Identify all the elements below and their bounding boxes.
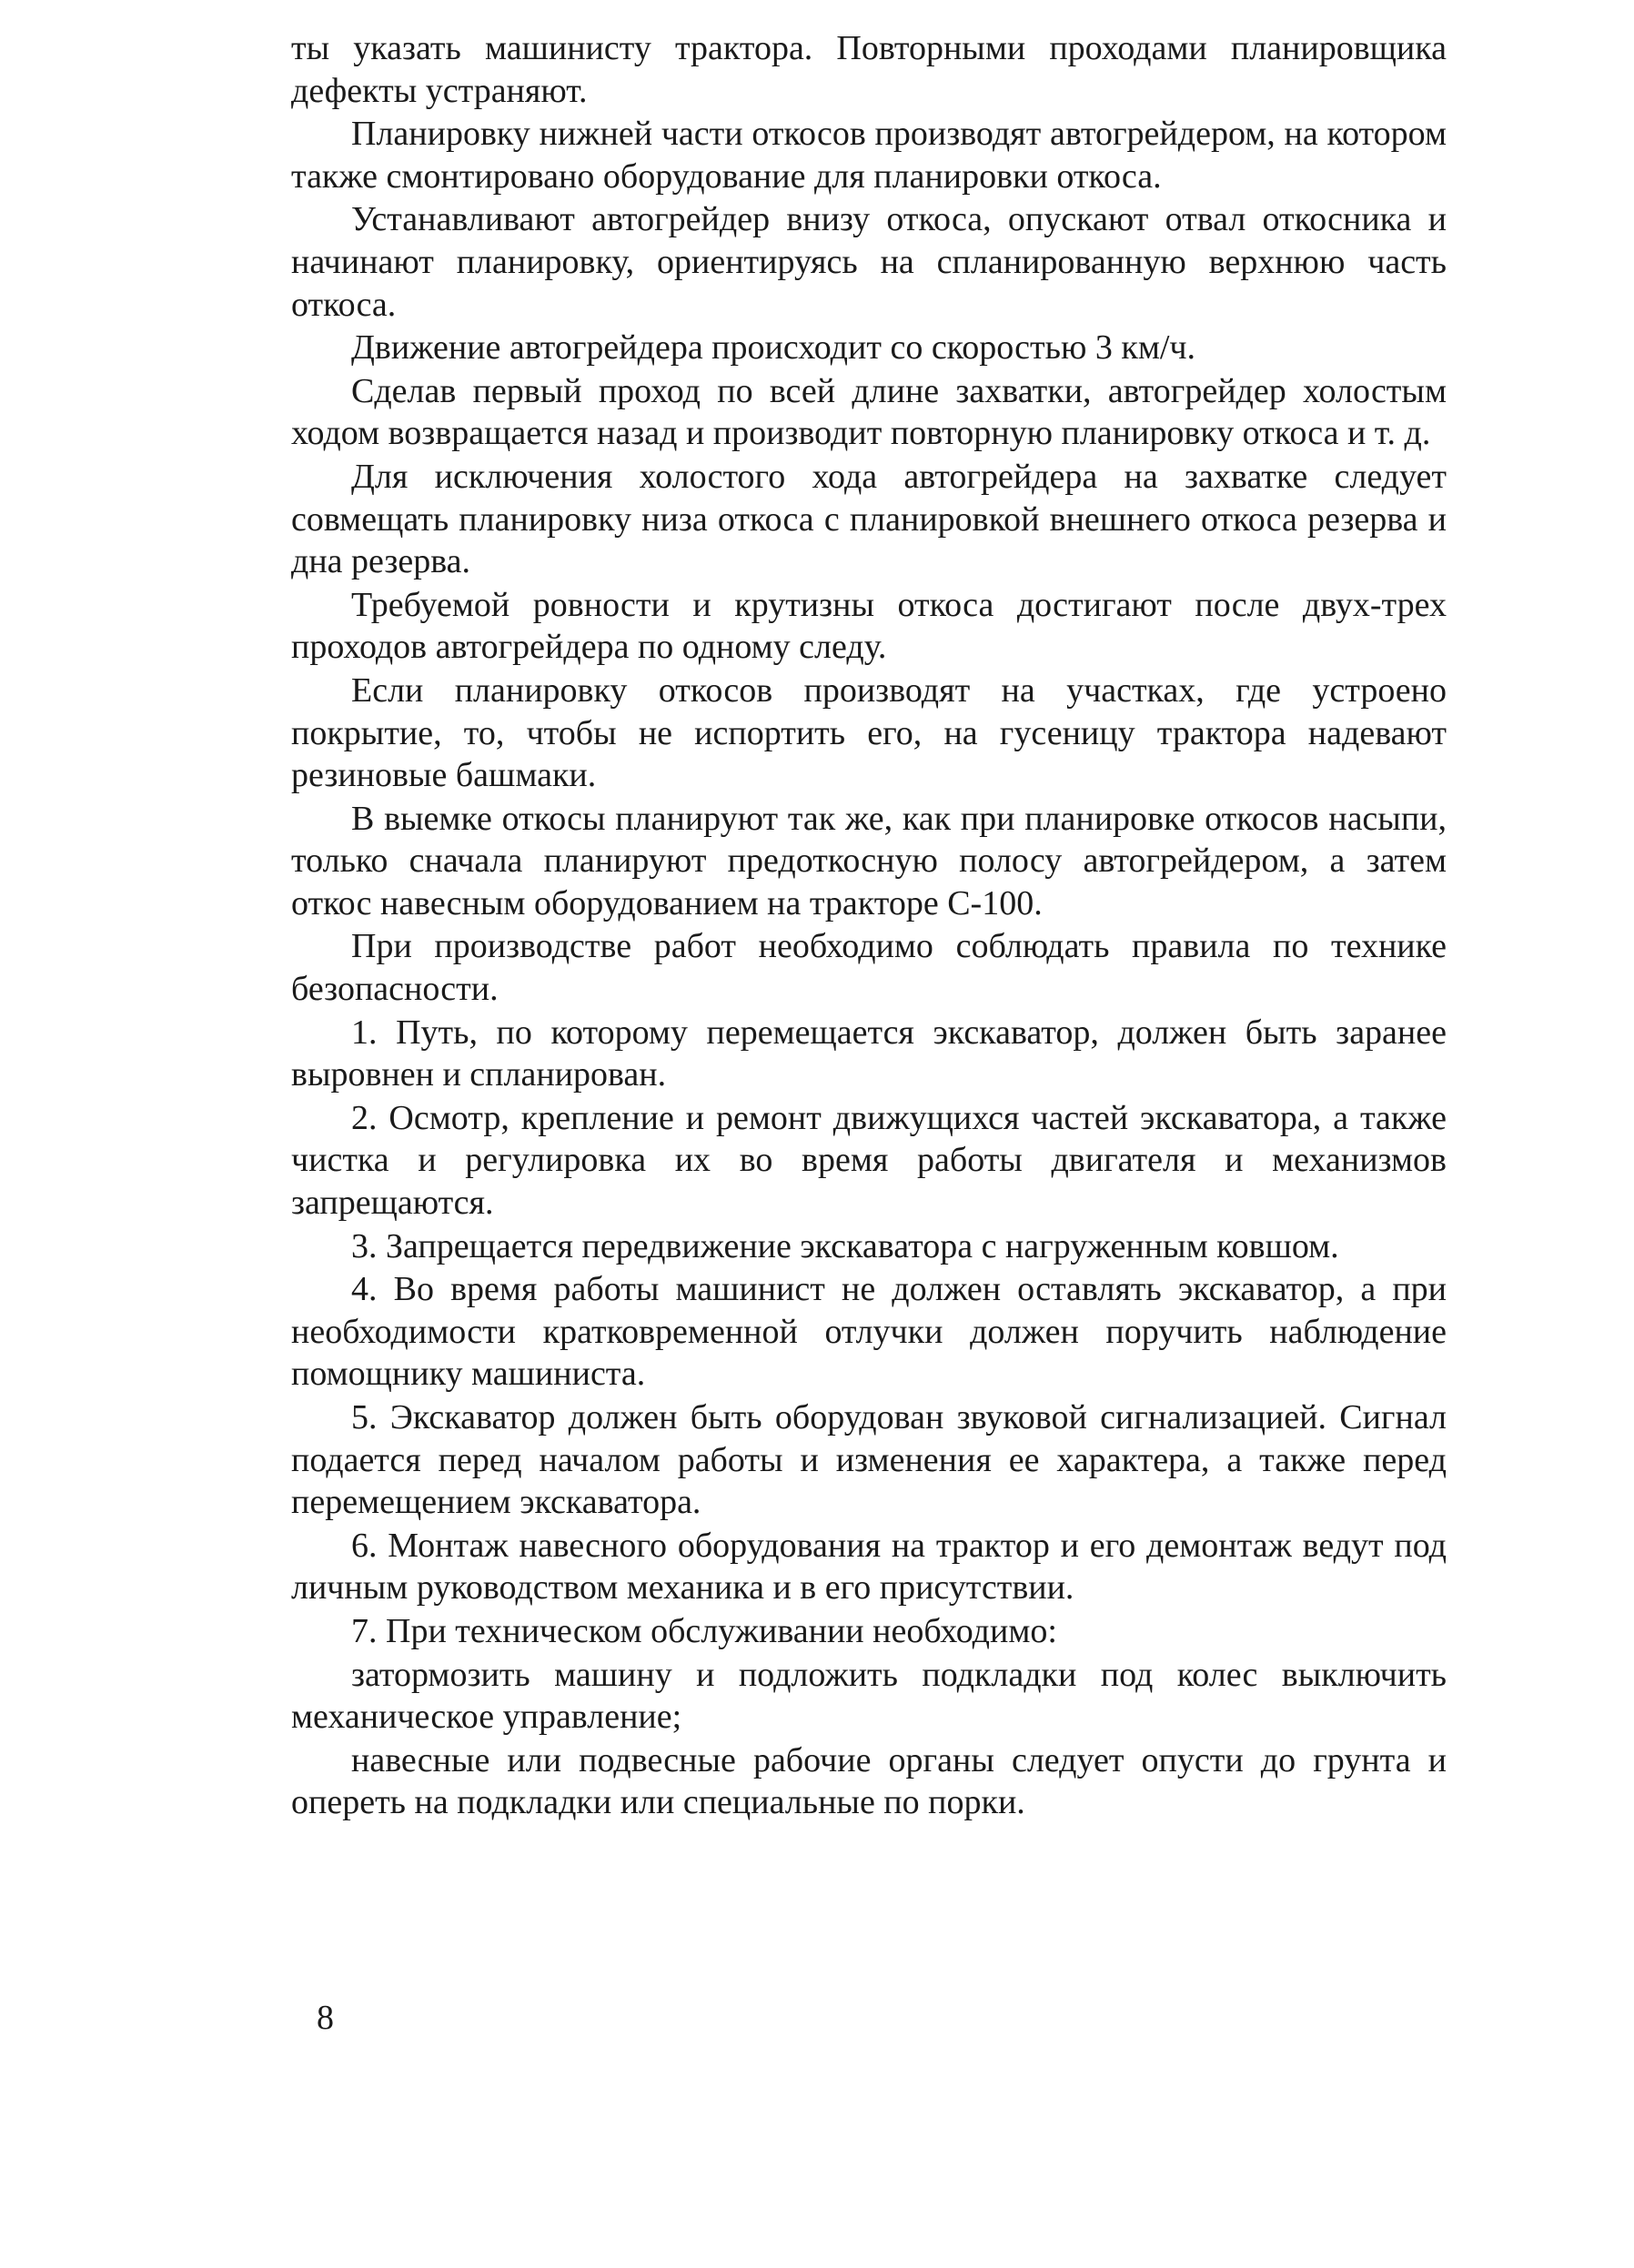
paragraph-excavation-slopes: В выемке откосы планируют так же, как при планировке откосов насыпи, только сначала планируют предоткосную полосу автогрейдером, а затем откос навесным оборудованием на тракторе С-100.	[291, 799, 1447, 922]
paragraph-rubber-shoes: Если планировку откосов производят на участках, где устроено покрытие, то, чтобы не испортить его, на гусеницу трактора надевают резиновые башмаки.	[291, 670, 1447, 795]
paragraph-grader-setup: Устанавливают автогрейдер внизу откоса, опускают отвал откосника и начинают планировку, ориентируясь на спланированную верхнюю часть откоса.	[291, 200, 1447, 324]
paragraph-grader-speed: Движение автогрейдера происходит со скоростью 3 км/ч.	[351, 328, 1196, 368]
safety-rule-5: 5. Экскаватор должен быть оборудован звуковой сигнализацией. Сигнал подается перед началом работы и изменения ее характера, а также перед перемещением экскаватора.	[291, 1398, 1447, 1522]
page-number: 8	[317, 1999, 334, 2037]
safety-rule-7-item-lower: навесные или подвесные рабочие органы следует опусти до грунта и опереть на подкладки или специальные по порки.	[291, 1740, 1447, 1822]
safety-rule-2: 2. Осмотр, крепление и ремонт движущихся частей экскаватора, а также чистка и регулировка их во время работы двигателя и механизмов запрещаются.	[291, 1098, 1447, 1223]
safety-rule-1: 1. Путь, по которому перемещается экскаватор, должен быть заранее выровнен и спланирован.	[291, 1013, 1447, 1094]
paragraph-idle-avoidance: Для исключения холостого хода автогрейдера на захватке следует совмещать планировку низа откоса с планировкой внешнего откоса резерва и дна резерва.	[291, 457, 1447, 581]
paragraph-safety-intro: При производстве работ необходимо соблюдать правила по технике безопасности.	[291, 927, 1447, 1009]
paragraph-evenness: Требуемой ровности и крутизны откоса достигают после двух-трех проходов автогрейдера по одному следу.	[291, 585, 1447, 667]
page-body	[291, 27, 1447, 1825]
safety-rule-3: 3. Запрещается передвижение экскаватора с нагруженным ковшом.	[351, 1226, 1339, 1265]
safety-rule-7: 7. При техническом обслуживании необходимо:	[351, 1611, 1057, 1650]
safety-rule-6: 6. Монтаж навесного оборудования на трактор и его демонтаж ведут под личным руководством механика и в его присутствии.	[291, 1526, 1447, 1608]
paragraph-first-pass: Сделав первый проход по всей длине захватки, автогрейдер холостым ходом возвращается назад и производит повторную планировку откоса и т. д.	[291, 371, 1447, 453]
paragraph-slope-lower-grading: Планировку нижней части откосов производят автогрейдером, на котором также смонтировано оборудование для планировки откоса.	[291, 115, 1447, 196]
paragraph-continuation: ты указать машинисту трактора. Повторными проходами планировщика дефекты устраняют.	[291, 29, 1447, 110]
safety-rule-7-item-brake: затормозить машину и подложить подкладки под колес выключить механическое управление;	[291, 1655, 1447, 1737]
safety-rule-4: 4. Во время работы машинист не должен оставлять экскаватор, а при необходимости кратковременной отлучки должен поручить наблюдение помощнику машиниста.	[291, 1270, 1447, 1394]
